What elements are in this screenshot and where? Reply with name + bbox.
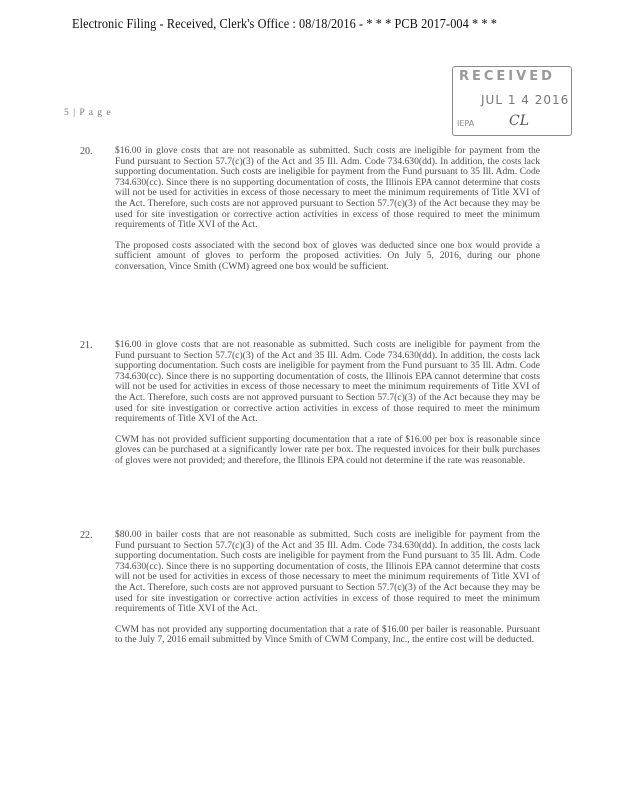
item-paragraph: The proposed costs associated with the second box of gloves was deducted since one box would provide a sufficient amount of gloves to perform the proposed activities. On July 5, 2016, during our phone conversation, Vince Smith (CWM) agreed one box would be sufficient. (115, 239, 540, 272)
item-paragraph: $16.00 in glove costs that are not reasonable as submitted. Such costs are ineligible for payment from the Fund pursuant to Section 57.7(c)(3) of the Act and 35 Ill. Adm. Code 734.630(dd). In addition, the costs lack supporting documentation. Such costs are ineligible for payment from the Fund pursuant to 35 Ill. Adm. Code 734.630(cc). Since there is no supporting documentation of costs, the Illinois EPA cannot determine that costs will not be used for activities in excess of those necessary to meet the minimum requirements of Title XVI of the Act. Therefore, such costs are not approved pursuant to Section 57.7(c)(3) of the Act because they may be used for site investigation or corrective action activities in excess of those required to meet the minimum requirements of Title XVI of the Act. (115, 145, 540, 231)
stamp-initials: CL (509, 113, 530, 129)
item-body (115, 146, 540, 283)
item-paragraph: CWM has not provided sufficient supporting documentation that a rate of $16.00 per box is reasonable since gloves can be purchased at a significantly lower rate per box. The requested invoices for their bulk purchases of gloves were not provided; and therefore, the Illinois EPA could not determine if the rate was reasonable. (115, 433, 540, 466)
item-paragraph: CWM has not provided any supporting documentation that a rate of $16.00 per bailer is reasonable. Pursuant to the July 7, 2016 email submitted by Vince Smith of CWM Company, Inc., the entire cost will be deducted. (115, 623, 540, 646)
filing-header: Electronic Filing - Received, Clerk's Office : 08/18/2016 - * * * PCB 2017-004 * * * (72, 16, 498, 31)
page-number: 5 | P a g e (64, 108, 112, 118)
received-stamp (452, 66, 572, 136)
stamp-by-label: IEPA (457, 119, 475, 128)
item-number: 22. (80, 530, 93, 541)
item-paragraph: $80.00 in bailer costs that are not reasonable as submitted. Such costs are ineligible for payment from the Fund pursuant to Section 57.7(c)(3) of the Act and 35 Ill. Adm. Code 734.630(dd). In addition, the costs lack supporting documentation. Such costs are ineligible for payment from the Fund pursuant to 35 Ill. Adm. Code 734.630(cc). Since there is no supporting documentation of costs, the Illinois EPA cannot determine that costs will not be used for activities in excess of those necessary to meet the minimum requirements of Title XVI of the Act. Therefore, such costs are not approved pursuant to Section 57.7(c)(3) of the Act because they may be used for site investigation or corrective action activities in excess of those required to meet the minimum requirements of Title XVI of the Act. (115, 529, 540, 615)
item-number: 20. (80, 146, 93, 157)
item-number: 21. (80, 340, 93, 351)
stamp-date: JUL 1 4 2016 (481, 93, 570, 107)
item-body (115, 340, 540, 477)
item-paragraph: $16.00 in glove costs that are not reasonable as submitted. Such costs are ineligible for payment from the Fund pursuant to Section 57.7(c)(3) of the Act and 35 Ill. Adm. Code 734.630(dd). In addition, the costs lack supporting documentation. Such costs are ineligible for payment from the Fund pursuant to 35 Ill. Adm. Code 734.630(cc). Since there is no supporting documentation of costs, the Illinois EPA cannot determine that costs will not be used for activities in excess of those necessary to meet the minimum requirements of Title XVI of the Act. Therefore, such costs are not approved pursuant to Section 57.7(c)(3) of the Act because they may be used for site investigation or corrective action activities in excess of those required to meet the minimum requirements of Title XVI of the Act. (115, 339, 540, 425)
item-body (115, 530, 540, 656)
stamp-heading: RECEIVED (459, 69, 555, 84)
